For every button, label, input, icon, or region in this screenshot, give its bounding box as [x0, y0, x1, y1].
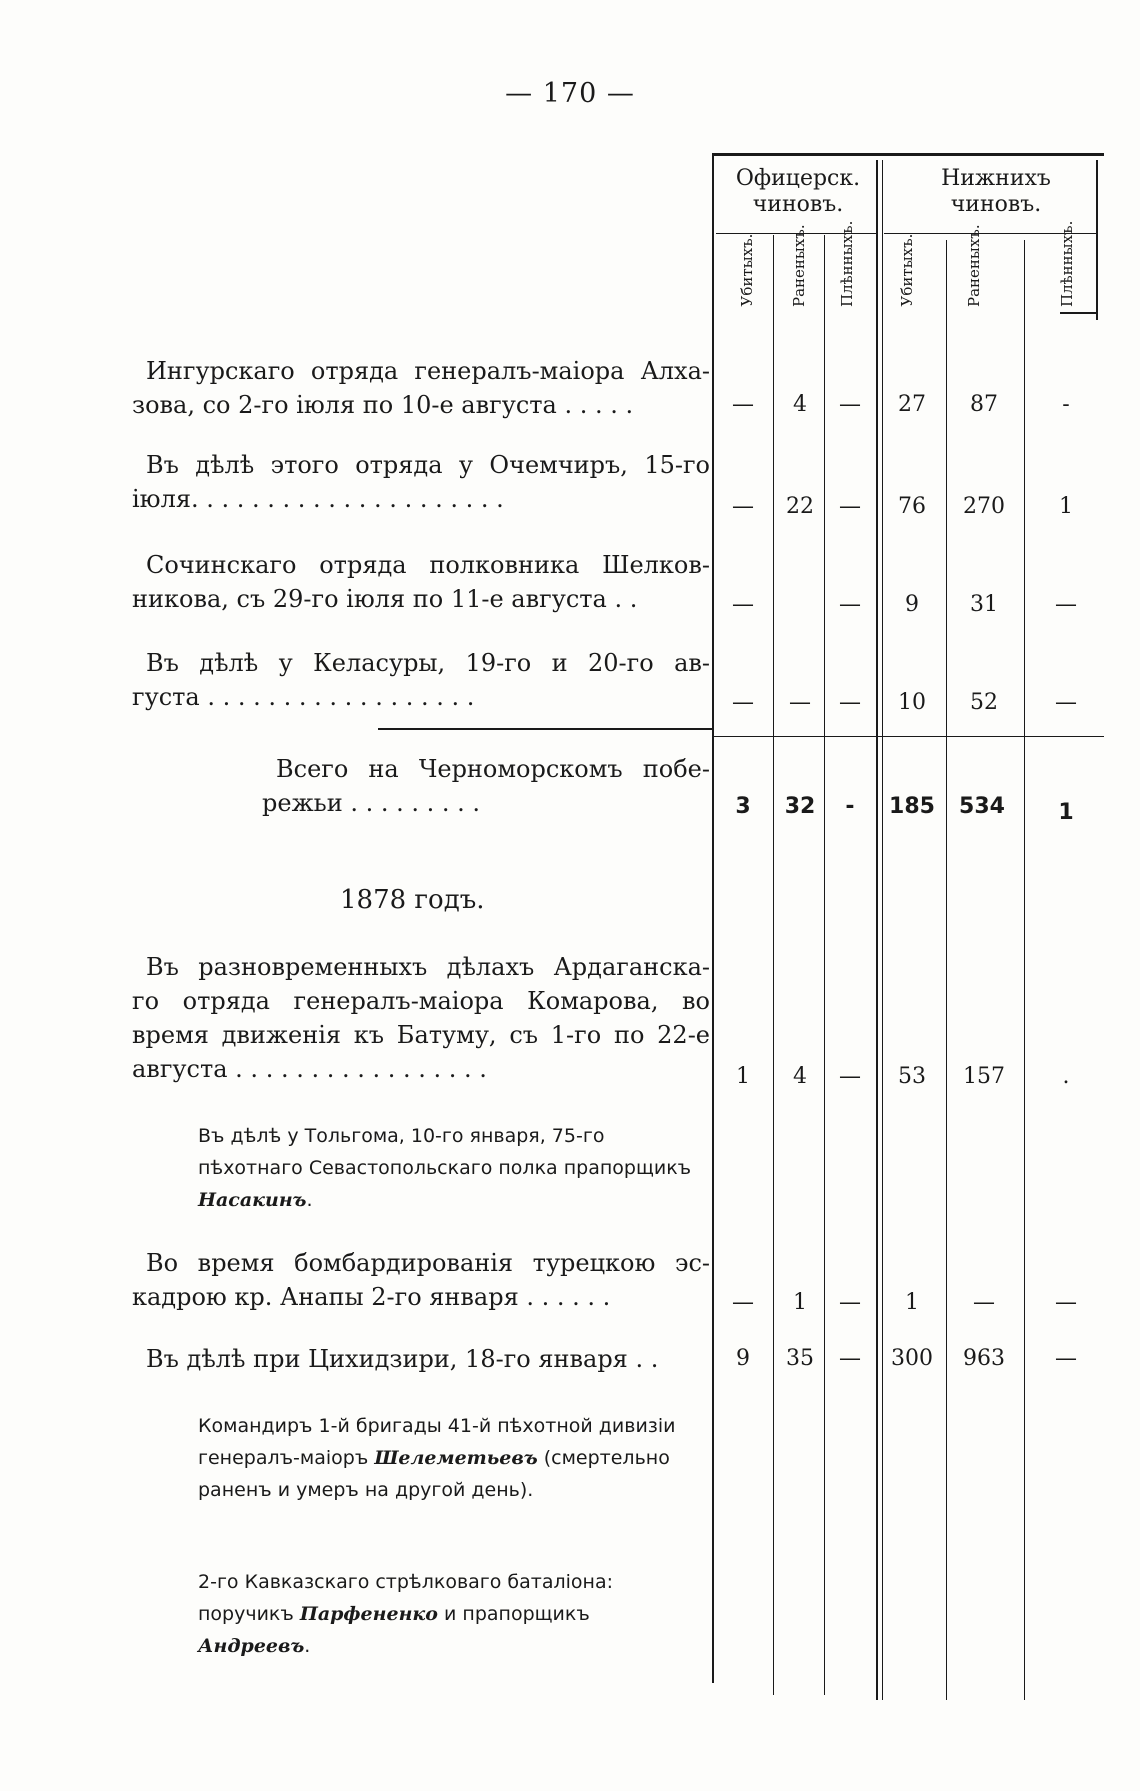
cell: —: [839, 592, 861, 617]
cell: 1: [736, 1064, 750, 1089]
total-separator: [378, 728, 712, 730]
cell: 9: [736, 1346, 750, 1371]
col-head-off-captured: Плѣнныхъ.: [838, 220, 856, 307]
cell: 9: [905, 592, 919, 617]
total-cell: -: [845, 794, 855, 819]
col-line-4: [946, 240, 947, 1700]
col-line-left: [712, 153, 714, 1683]
cell: —: [732, 392, 754, 417]
header-lower-ranks: Нижнихъ чиновъ.: [941, 166, 1051, 217]
note-sheleметьев: Командиръ 1-й бригады 41-й пѣхотной дивизiи генералъ-маiоръ Шелеметьевъ (смертельно раненъ и умеръ на другой день).: [198, 1415, 676, 1501]
table-top-rule: [712, 153, 1104, 156]
cell: 31: [970, 592, 998, 617]
cell: 22: [786, 494, 814, 519]
cell: —: [1055, 690, 1077, 715]
cell: —: [1055, 592, 1077, 617]
cell: 1: [793, 1290, 807, 1315]
cell: -: [1062, 392, 1070, 417]
col-line-3: [876, 160, 878, 1700]
col-head-low-captured: Плѣнныхъ.: [1058, 220, 1076, 307]
year-heading: 1878 годъ.: [340, 885, 485, 915]
cell: 27: [898, 392, 926, 417]
cell: 4: [793, 392, 807, 417]
header-underline-last: [1060, 312, 1098, 314]
col-head-low-killed: Убитыхъ.: [898, 233, 916, 307]
cell: 157: [963, 1064, 1005, 1089]
entry-ingur: Ингурскаго отряда генералъ-маiора Алха- зова, со 2-го iюля по 10-е августа . . . . .: [132, 357, 710, 419]
table-total-rule: [712, 736, 1104, 737]
col-line-3b: [882, 160, 883, 1700]
total-cell: 534: [959, 794, 1005, 819]
cell: —: [839, 494, 861, 519]
cell: 76: [898, 494, 926, 519]
cell: —: [732, 1290, 754, 1315]
total-cell: 185: [889, 794, 935, 819]
cell: —: [789, 690, 811, 715]
cell: —: [1055, 1290, 1077, 1315]
entry-kelasur: Въ дѣлѣ у Келасуры, 19-го и 20-го ав- густа . . . . . . . . . . . . . . . . . .: [132, 649, 710, 711]
entry-ardagan: Въ разновременныхъ дѣлахъ Ардаганска- го отряда генералъ-маiора Комарова, во время движенiя къ Батуму, съ 1-го по 22-е августа . . . . . . . . . . . . . . . . .: [132, 953, 710, 1083]
cell: 270: [963, 494, 1005, 519]
header-officers: Офицерск. чиновъ.: [735, 166, 861, 217]
col-head-low-wounded: Раненыхъ.: [965, 224, 983, 307]
cell: .: [1062, 1064, 1070, 1089]
cell: —: [839, 1064, 861, 1089]
cell: 1: [905, 1290, 919, 1315]
col-line-right: [1096, 160, 1098, 320]
cell: —: [839, 1346, 861, 1371]
cell: 1: [1059, 494, 1073, 519]
cell: —: [839, 392, 861, 417]
cell: 53: [898, 1064, 926, 1089]
cell: —: [839, 1290, 861, 1315]
cell: 300: [891, 1346, 933, 1371]
col-line-1: [773, 235, 774, 1695]
col-line-5: [1024, 240, 1025, 1700]
entry-anapa: Во время бомбардированiя турецкою эс- кадрою кр. Анапы 2-го января . . . . . .: [132, 1249, 710, 1311]
page-number: — 170 —: [505, 78, 635, 109]
cell: 87: [970, 392, 998, 417]
note-parfenenko: 2-го Кавказскаго стрѣлковаго баталiона: поручикъ Парфененко и прапорщикъ Андреевъ.: [198, 1571, 614, 1657]
col-line-2: [824, 235, 825, 1695]
col-head-off-killed: Убитыхъ.: [738, 233, 756, 307]
cell: —: [732, 592, 754, 617]
cell: —: [1055, 1346, 1077, 1371]
entry-ochemchir: Въ дѣлѣ этого отряда у Очемчиръ, 15-го iюля. . . . . . . . . . . . . . . . . . . . .: [132, 451, 710, 513]
cell: 10: [898, 690, 926, 715]
cell: 35: [786, 1346, 814, 1371]
total-cell: 1: [1058, 800, 1074, 825]
cell: —: [732, 494, 754, 519]
cell: 963: [963, 1346, 1005, 1371]
cell: 4: [793, 1064, 807, 1089]
entry-tsikhidziri: Въ дѣлѣ при Цихидзири, 18-го января . .: [146, 1345, 659, 1373]
total-cell: 3: [735, 794, 751, 819]
total-cell: 32: [784, 794, 816, 819]
cell: 52: [970, 690, 998, 715]
cell: —: [839, 690, 861, 715]
cell: —: [732, 690, 754, 715]
col-head-off-wounded: Раненыхъ.: [790, 224, 808, 307]
note-nasakin: Въ дѣлѣ у Тольгома, 10-го января, 75-го пѣхотнаго Севастопольскаго полка прапорщикъ Насакинъ.: [198, 1125, 692, 1211]
entry-sochi: Сочинскаго отряда полковника Шелков- никова, съ 29-го iюля по 11-е августа . .: [132, 551, 710, 613]
cell: —: [973, 1290, 995, 1315]
entry-total: Всего на Черноморскомъ побе- режьи . . . . . . . . .: [262, 755, 710, 817]
